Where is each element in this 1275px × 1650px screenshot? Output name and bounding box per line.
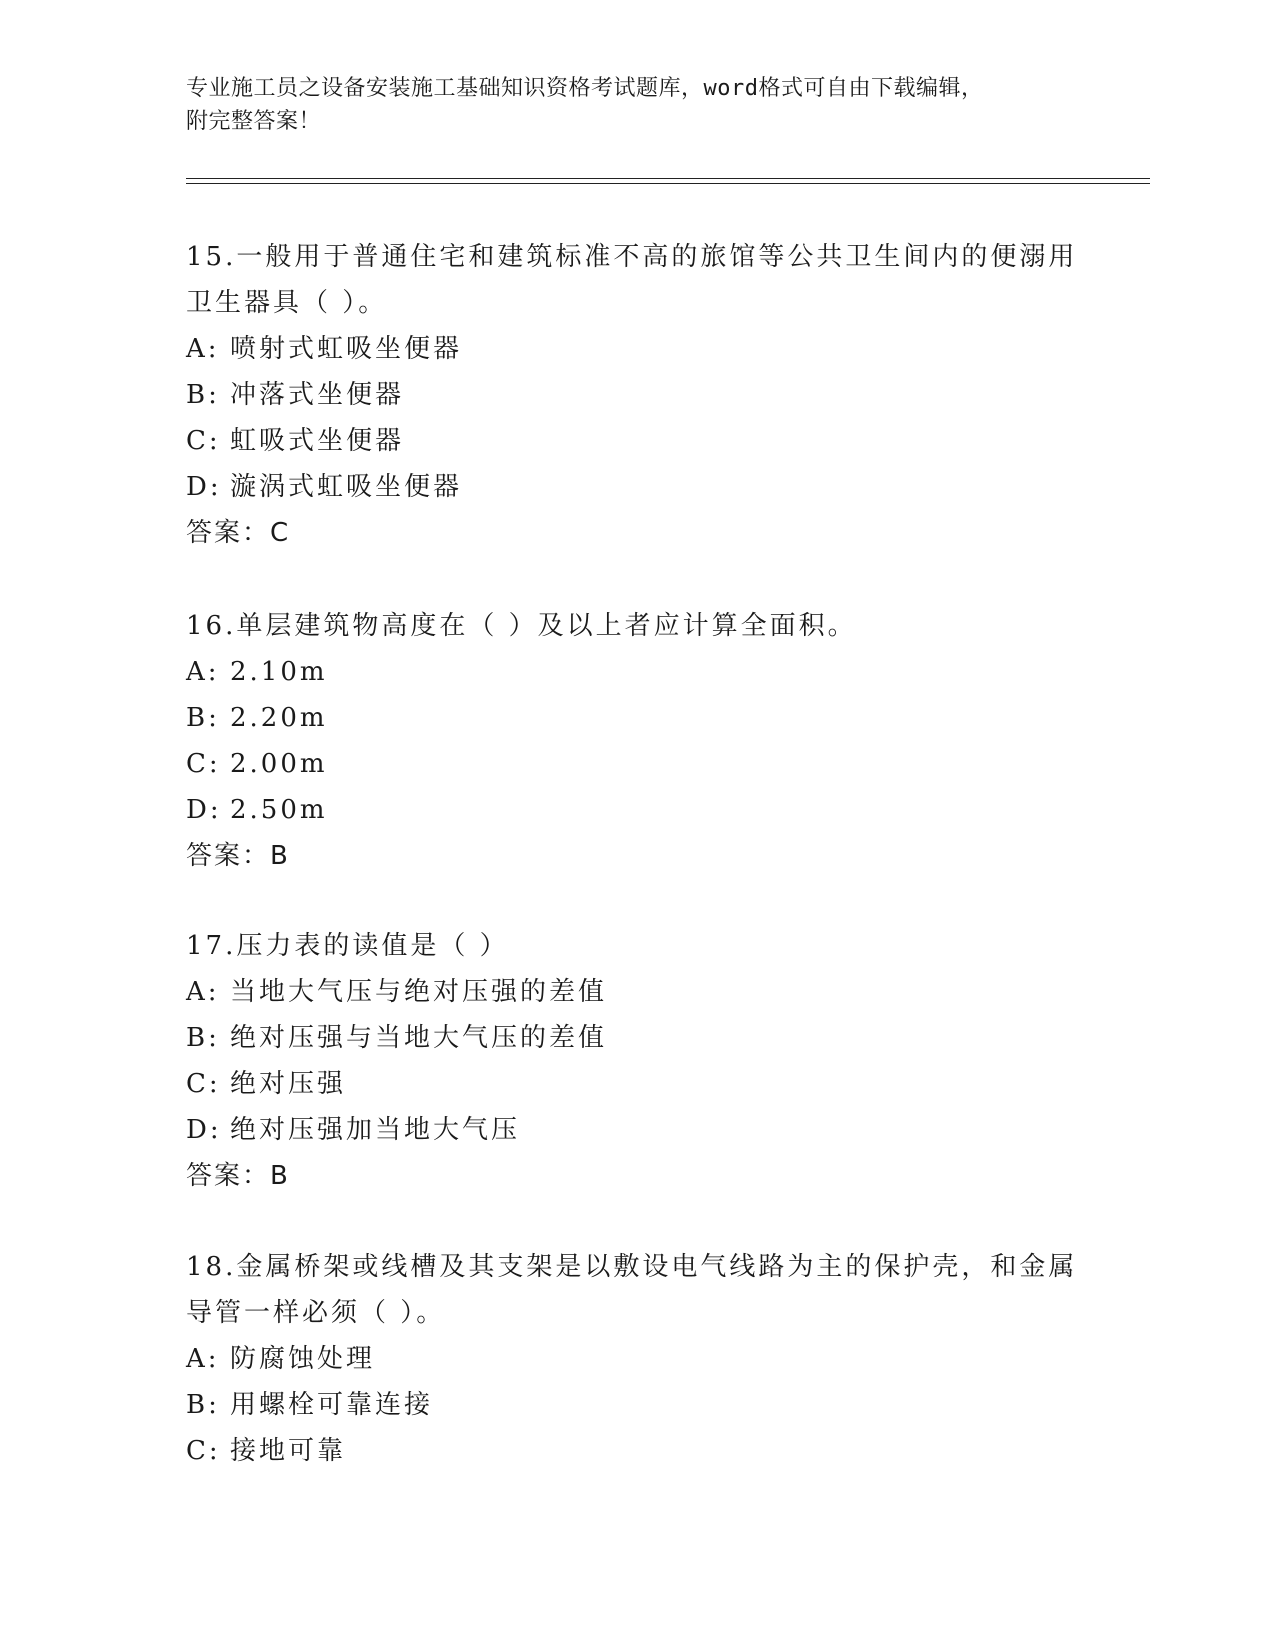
option-d: [186, 787, 1086, 833]
question-stem-continued: 导管一样必须（ ）。: [186, 1298, 446, 1328]
option-letter: B:: [186, 380, 220, 410]
answer-line: 答案：B: [186, 841, 290, 871]
option-a: [186, 326, 1086, 372]
question-stem: 18.金属桥架或线槽及其支架是以敷设电气线路为主的保护壳，和金属: [186, 1252, 1078, 1282]
option-c: [186, 1061, 1086, 1107]
option-text: 用螺栓可靠连接: [230, 1390, 434, 1420]
option-a: [186, 1336, 1086, 1382]
option-letter: A:: [186, 657, 220, 687]
option-d: [186, 1107, 1086, 1153]
question-18: [186, 1244, 1086, 1474]
option-letter: D:: [186, 795, 222, 825]
option-letter: B:: [186, 1390, 220, 1420]
option-letter: B:: [186, 1023, 220, 1053]
answer-line: 答案：C: [186, 518, 291, 548]
option-text: 虹吸式坐便器: [230, 426, 405, 456]
option-letter: A:: [186, 334, 220, 364]
option-text: 2.50m: [230, 795, 328, 825]
question-stem-continued: 卫生器具（ ）。: [186, 288, 388, 318]
question-16: [186, 603, 1086, 879]
option-b: [186, 1382, 1086, 1428]
option-b: [186, 1015, 1086, 1061]
header-divider-top: [186, 178, 1150, 179]
option-text: 喷射式虹吸坐便器: [230, 334, 463, 364]
option-text: 漩涡式虹吸坐便器: [230, 472, 463, 502]
option-text: 绝对压强与当地大气压的差值: [230, 1023, 608, 1053]
option-letter: C:: [186, 749, 221, 779]
option-text: 2.00m: [230, 749, 328, 779]
option-text: 2.10m: [230, 657, 328, 687]
option-a: [186, 969, 1086, 1015]
option-a: [186, 649, 1086, 695]
option-letter: D:: [186, 472, 222, 502]
option-b: [186, 695, 1086, 741]
question-stem: 15.一般用于普通住宅和建筑标准不高的旅馆等公共卫生间内的便溺用: [186, 242, 1078, 272]
option-c: [186, 1428, 1086, 1474]
option-text: 绝对压强: [230, 1069, 347, 1099]
question-17: [186, 923, 1086, 1199]
header-divider-bottom: [186, 183, 1150, 184]
option-b: [186, 372, 1086, 418]
option-letter: C:: [186, 1436, 221, 1466]
option-letter: A:: [186, 1344, 220, 1374]
option-d: [186, 464, 1086, 510]
option-letter: D:: [186, 1115, 222, 1145]
question-stem: 16.单层建筑物高度在（ ）及以上者应计算全面积。: [186, 611, 857, 641]
answer-line: 答案：B: [186, 1161, 290, 1191]
option-letter: C:: [186, 426, 221, 456]
option-text: 2.20m: [230, 703, 328, 733]
option-text: 冲落式坐便器: [230, 380, 405, 410]
option-c: [186, 418, 1086, 464]
question-15: [186, 234, 1086, 556]
header-line-2: 附完整答案！: [186, 109, 322, 134]
option-letter: A:: [186, 977, 220, 1007]
option-text: 接地可靠: [230, 1436, 347, 1466]
option-text: 绝对压强加当地大气压: [230, 1115, 521, 1145]
document-header: [186, 72, 1086, 138]
option-text: 当地大气压与绝对压强的差值: [230, 977, 608, 1007]
option-letter: B:: [186, 703, 220, 733]
option-c: [186, 741, 1086, 787]
option-text: 防腐蚀处理: [230, 1344, 376, 1374]
option-letter: C:: [186, 1069, 221, 1099]
question-stem: 17.压力表的读值是（ ）: [186, 931, 509, 961]
header-line-1: 专业施工员之设备安装施工基础知识资格考试题库，word格式可自由下载编辑，: [186, 76, 984, 101]
